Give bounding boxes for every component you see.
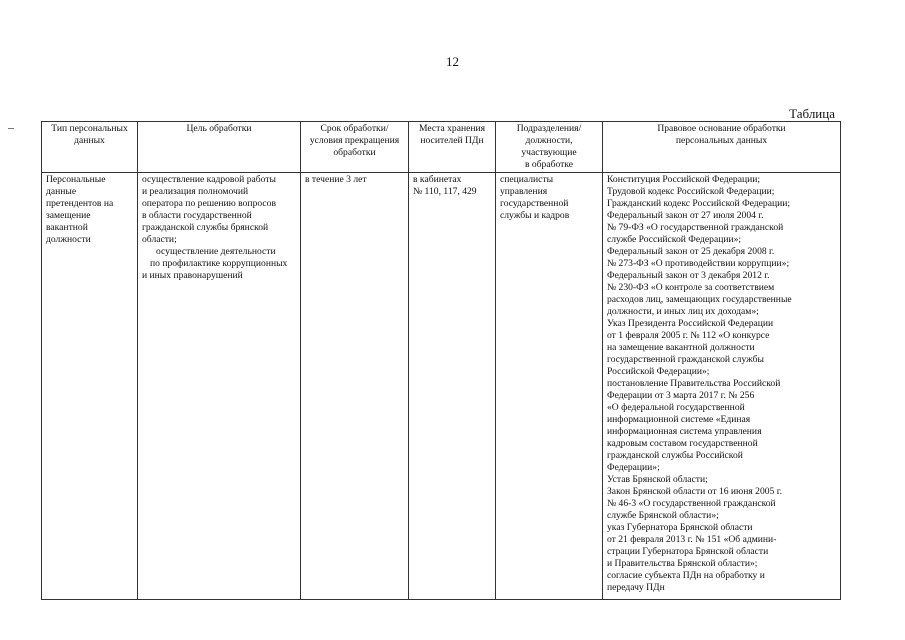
- personal-data-table: [41, 121, 841, 600]
- cell-line: и реализация полномочий: [142, 186, 249, 197]
- table-row: [42, 173, 841, 600]
- cell-line: по профилактике коррупционных: [150, 258, 288, 269]
- cell-line: службе Брянской области»;: [607, 510, 719, 521]
- cell-line: носителей ПДн: [420, 135, 484, 146]
- cell-line: государственной гражданской службы: [607, 354, 764, 365]
- header-storage: [409, 122, 496, 173]
- page-number: 12: [446, 54, 459, 69]
- cell-line: должности, и иных лиц их доходам»;: [607, 306, 759, 317]
- cell-line: Правовое основание обработки: [657, 123, 786, 134]
- cell-line: № 230-ФЗ «О контроле за соответствием: [607, 282, 775, 293]
- cell-line: Тип персональных: [51, 123, 128, 134]
- cell-line: вакантной: [46, 222, 88, 233]
- cell-line: участвующие: [521, 147, 577, 158]
- cell-line: Закон Брянской области от 16 июня 2005 г.: [607, 486, 782, 497]
- cell-line: службы и кадров: [500, 210, 570, 221]
- cell-term: [301, 173, 409, 600]
- cell-line: и иных правонарушений: [142, 270, 243, 281]
- header-units: [496, 122, 603, 173]
- cell-line: страции Губернатора Брянской области: [607, 546, 769, 557]
- cell-line: в течение 3 лет: [305, 174, 367, 185]
- cell-line: в области государственной: [142, 210, 252, 221]
- cell-line: на замещение вакантной должности: [607, 342, 755, 353]
- cell-line: данных: [74, 135, 105, 146]
- cell-line: постановление Правительства Российской: [607, 378, 781, 389]
- cell-line: управления: [500, 186, 548, 197]
- cell-line: области;: [142, 234, 177, 245]
- cell-line: № 273-ФЗ «О противодействии коррупции»;: [607, 258, 790, 269]
- cell-line: расходов лиц, замещающих государственные: [607, 294, 792, 305]
- cell-line: передачу ПДн: [607, 582, 665, 593]
- cell-line: должности,: [525, 135, 573, 146]
- cell-line: гражданской службы Российской: [607, 450, 743, 461]
- cell-line: Конституция Российской Федерации;: [607, 174, 761, 185]
- cell-line: указ Губернатора Брянской области: [607, 522, 753, 533]
- cell-line: Места хранения: [418, 123, 486, 134]
- cell-line: Федеральный закон от 25 декабря 2008 г.: [607, 246, 775, 257]
- header-legal-basis: [603, 122, 841, 173]
- cell-line: должности: [46, 234, 91, 245]
- header-term: [301, 122, 409, 173]
- cell-line: Указ Президента Российской Федерации: [607, 318, 774, 329]
- cell-line: согласие субъекта ПДн на обработку и: [607, 570, 765, 581]
- cell-line: Федеральный закон от 27 июля 2004 г.: [607, 210, 764, 221]
- cell-line: в кабинетах: [413, 174, 462, 185]
- cell-line: информационной системе «Единая: [607, 414, 751, 425]
- cell-line: № 110, 117, 429: [413, 186, 477, 197]
- cell-line: данные: [46, 186, 77, 197]
- cell-line: замещение: [46, 210, 91, 221]
- cell-line: Подразделения/: [516, 123, 582, 134]
- table-header-row: [42, 122, 841, 173]
- cell-line: осуществление кадровой работы: [142, 174, 276, 185]
- cell-purpose: [138, 173, 301, 600]
- cell-line: службе Российской Федерации»;: [607, 234, 742, 245]
- cell-data-type: [42, 173, 138, 600]
- cell-line: Федеральный закон от 3 декабря 2012 г.: [607, 270, 770, 281]
- cell-line: осуществление деятельности: [156, 246, 276, 257]
- cell-line: информационная система управления: [607, 426, 762, 437]
- cell-line: Федерации»;: [607, 462, 660, 473]
- cell-line: Срок обработки/: [320, 123, 389, 134]
- cell-line: персональных данных: [675, 135, 768, 146]
- cell-line: Российской Федерации»;: [607, 366, 710, 377]
- cell-units: [496, 173, 603, 600]
- cell-line: Персональные: [46, 174, 106, 185]
- cell-line: оператора по решению вопросов: [142, 198, 276, 209]
- header-data-type: [42, 122, 138, 173]
- margin-mark: [8, 128, 14, 129]
- cell-line: претендентов на: [46, 198, 114, 209]
- cell-line: кадровым составом государственной: [607, 438, 758, 449]
- header-purpose: [138, 122, 301, 173]
- cell-line: гражданской службы брянской: [142, 222, 269, 233]
- cell-line: государственной: [500, 198, 569, 209]
- cell-line: от 21 февраля 2013 г. № 151 «Об админи-: [607, 534, 777, 545]
- cell-line: № 79-ФЗ «О государственной гражданской: [607, 222, 784, 233]
- cell-line: № 46-3 «О государственной гражданской: [607, 498, 776, 509]
- cell-line: Трудовой кодекс Российской Федерации;: [607, 186, 775, 197]
- cell-storage: [409, 173, 496, 600]
- cell-line: в обработке: [524, 159, 574, 170]
- cell-line: Федерации от 3 марта 2017 г. № 256: [607, 390, 755, 401]
- table-caption: Таблица: [789, 106, 835, 121]
- cell-line: обработки: [333, 147, 376, 158]
- cell-line: от 1 февраля 2005 г. № 112 «О конкурсе: [607, 330, 770, 341]
- cell-line: Устав Брянской области;: [607, 474, 708, 485]
- cell-line: «О федеральной государственной: [607, 402, 745, 413]
- cell-line: и Правительства Брянской области»;: [607, 558, 758, 569]
- cell-line: Гражданский кодекс Российской Федерации;: [607, 198, 791, 209]
- cell-line: Цель обработки: [186, 123, 252, 134]
- cell-line: специалисты: [500, 174, 554, 185]
- cell-legal-basis: [603, 173, 841, 600]
- cell-line: условия прекращения: [309, 135, 400, 146]
